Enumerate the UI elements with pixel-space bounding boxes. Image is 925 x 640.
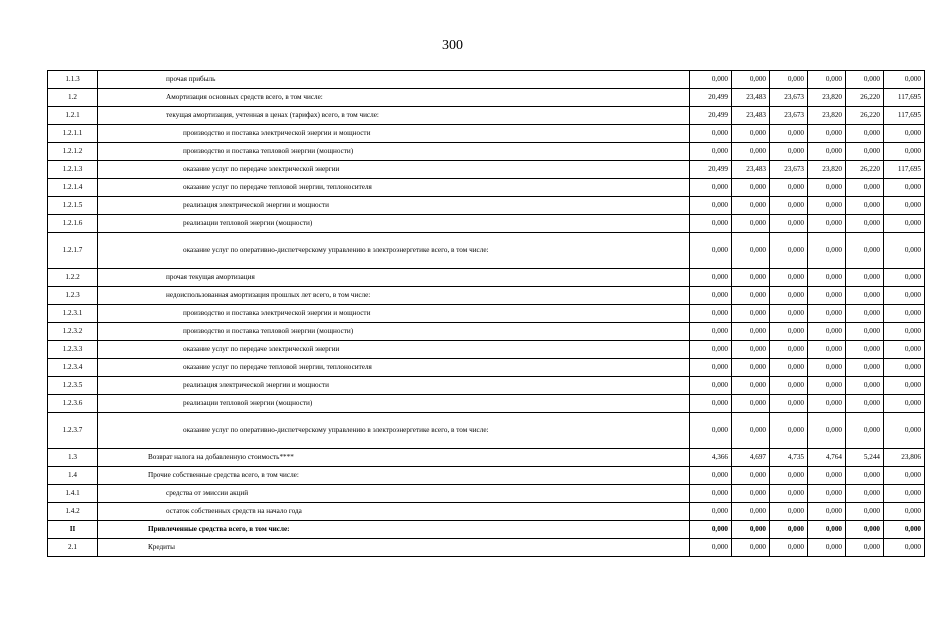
row-value: 0,000 — [808, 179, 846, 197]
row-value: 4,764 — [808, 449, 846, 467]
row-value: 0,000 — [884, 539, 925, 557]
row-value: 0,000 — [884, 323, 925, 341]
row-value: 0,000 — [884, 179, 925, 197]
row-value: 0,000 — [884, 413, 925, 449]
row-value: 0,000 — [690, 179, 732, 197]
row-value: 23,673 — [770, 89, 808, 107]
row-value: 0,000 — [770, 233, 808, 269]
row-code: 1.2.1.4 — [48, 179, 98, 197]
table-row — [48, 161, 925, 179]
row-value: 0,000 — [732, 485, 770, 503]
table-row — [48, 215, 925, 233]
row-value: 0,000 — [770, 395, 808, 413]
row-name: Возврат налога на добавленную стоимость**** — [98, 449, 690, 467]
row-value: 0,000 — [690, 269, 732, 287]
row-value: 0,000 — [808, 323, 846, 341]
table-row — [48, 467, 925, 485]
row-value: 0,000 — [846, 341, 884, 359]
row-value: 0,000 — [770, 143, 808, 161]
row-value: 117,695 — [884, 161, 925, 179]
row-name: текущая амортизация, учтенная в ценах (тарифах) всего, в том числе: — [98, 107, 690, 125]
row-code: 1.2.1 — [48, 107, 98, 125]
table-row — [48, 503, 925, 521]
row-value: 23,673 — [770, 161, 808, 179]
table-row — [48, 521, 925, 539]
row-value: 0,000 — [808, 233, 846, 269]
row-name: производство и поставка тепловой энергии (мощности) — [98, 323, 690, 341]
row-value: 117,695 — [884, 107, 925, 125]
row-value: 0,000 — [690, 215, 732, 233]
row-value: 0,000 — [884, 377, 925, 395]
row-value: 0,000 — [846, 467, 884, 485]
row-value: 0,000 — [846, 503, 884, 521]
table-row — [48, 71, 925, 89]
row-value: 0,000 — [846, 323, 884, 341]
page-number: 300 — [442, 38, 463, 53]
row-value: 0,000 — [884, 287, 925, 305]
row-value: 23,483 — [732, 89, 770, 107]
row-code: 1.2.1.2 — [48, 143, 98, 161]
row-value: 0,000 — [846, 215, 884, 233]
row-code: 1.4.1 — [48, 485, 98, 503]
row-name: оказание услуг по передаче электрической энергии — [98, 161, 690, 179]
row-value: 0,000 — [770, 377, 808, 395]
row-value: 0,000 — [770, 413, 808, 449]
table-row — [48, 233, 925, 269]
row-value: 0,000 — [846, 305, 884, 323]
row-name: реализация электрической энергии и мощности — [98, 377, 690, 395]
row-value: 0,000 — [690, 521, 732, 539]
row-value: 0,000 — [846, 395, 884, 413]
row-value: 0,000 — [884, 143, 925, 161]
row-value: 0,000 — [770, 215, 808, 233]
row-value: 20,499 — [690, 89, 732, 107]
row-value: 26,220 — [846, 161, 884, 179]
row-value: 0,000 — [846, 179, 884, 197]
row-value: 0,000 — [846, 143, 884, 161]
row-code: 1.2.3 — [48, 287, 98, 305]
row-value: 0,000 — [884, 485, 925, 503]
row-value: 0,000 — [884, 467, 925, 485]
row-value: 0,000 — [846, 71, 884, 89]
row-value: 0,000 — [808, 341, 846, 359]
row-value: 0,000 — [884, 359, 925, 377]
row-code: 1.3 — [48, 449, 98, 467]
row-value: 4,366 — [690, 449, 732, 467]
row-value: 20,499 — [690, 107, 732, 125]
row-code: 1.2.3.6 — [48, 395, 98, 413]
row-value: 23,673 — [770, 107, 808, 125]
row-value: 0,000 — [884, 503, 925, 521]
row-value: 0,000 — [808, 359, 846, 377]
row-value: 0,000 — [808, 485, 846, 503]
row-value: 0,000 — [732, 125, 770, 143]
row-value: 0,000 — [808, 215, 846, 233]
row-value: 0,000 — [808, 71, 846, 89]
table-row — [48, 539, 925, 557]
table-body — [48, 71, 925, 557]
row-value: 0,000 — [884, 395, 925, 413]
row-value: 0,000 — [808, 395, 846, 413]
row-value: 0,000 — [846, 233, 884, 269]
row-value: 0,000 — [690, 503, 732, 521]
row-value: 20,499 — [690, 161, 732, 179]
row-value: 0,000 — [884, 71, 925, 89]
row-value: 0,000 — [808, 467, 846, 485]
row-value: 0,000 — [690, 539, 732, 557]
row-value: 0,000 — [732, 269, 770, 287]
row-value: 0,000 — [884, 233, 925, 269]
row-value: 0,000 — [690, 305, 732, 323]
row-name: Привлеченные средства всего, в том числе: — [98, 521, 690, 539]
row-name: производство и поставка тепловой энергии (мощности) — [98, 143, 690, 161]
table-row — [48, 341, 925, 359]
row-value: 0,000 — [732, 377, 770, 395]
row-value: 0,000 — [690, 323, 732, 341]
table-row — [48, 107, 925, 125]
row-value: 0,000 — [732, 233, 770, 269]
row-value: 0,000 — [808, 413, 846, 449]
row-value: 0,000 — [732, 197, 770, 215]
row-value: 0,000 — [770, 125, 808, 143]
row-name: производство и поставка электрической энергии и мощности — [98, 305, 690, 323]
row-value: 0,000 — [770, 287, 808, 305]
row-value: 0,000 — [770, 179, 808, 197]
row-value: 0,000 — [732, 503, 770, 521]
row-value: 0,000 — [690, 377, 732, 395]
row-code: 1.2 — [48, 89, 98, 107]
row-code: 1.4 — [48, 467, 98, 485]
row-value: 0,000 — [846, 287, 884, 305]
row-value: 0,000 — [690, 197, 732, 215]
table-row — [48, 179, 925, 197]
row-value: 0,000 — [732, 467, 770, 485]
table-row — [48, 197, 925, 215]
row-value: 26,220 — [846, 107, 884, 125]
row-value: 0,000 — [770, 467, 808, 485]
table-row — [48, 359, 925, 377]
table-row — [48, 143, 925, 161]
row-value: 0,000 — [732, 359, 770, 377]
row-name: оказание услуг по передаче тепловой энергии, теплоносителя — [98, 179, 690, 197]
row-code: 1.2.3.5 — [48, 377, 98, 395]
row-name: производство и поставка электрической энергии и мощности — [98, 125, 690, 143]
row-value: 0,000 — [884, 305, 925, 323]
row-value: 117,695 — [884, 89, 925, 107]
row-value: 4,697 — [732, 449, 770, 467]
row-value: 0,000 — [808, 521, 846, 539]
row-value: 0,000 — [808, 287, 846, 305]
row-value: 23,483 — [732, 161, 770, 179]
row-code: 1.1.3 — [48, 71, 98, 89]
row-value: 0,000 — [884, 521, 925, 539]
row-value: 0,000 — [846, 269, 884, 287]
row-code: 1.2.1.3 — [48, 161, 98, 179]
row-name: Прочие собственные средства всего, в том числе: — [98, 467, 690, 485]
row-value: 0,000 — [846, 359, 884, 377]
row-value: 0,000 — [770, 503, 808, 521]
row-name: реализация электрической энергии и мощности — [98, 197, 690, 215]
row-value: 0,000 — [770, 71, 808, 89]
row-value: 0,000 — [732, 323, 770, 341]
table-row — [48, 395, 925, 413]
row-name: реализации тепловой энергии (мощности) — [98, 215, 690, 233]
row-code: 1.2.2 — [48, 269, 98, 287]
row-value: 0,000 — [732, 215, 770, 233]
row-name: оказание услуг по оперативно-диспетчерскому управлению в электроэнергетике всего, в том числе: — [98, 233, 690, 269]
row-value: 0,000 — [808, 503, 846, 521]
row-value: 0,000 — [846, 521, 884, 539]
row-value: 0,000 — [808, 197, 846, 215]
row-value: 0,000 — [846, 125, 884, 143]
row-value: 0,000 — [770, 305, 808, 323]
row-code: 1.4.2 — [48, 503, 98, 521]
row-value: 5,244 — [846, 449, 884, 467]
table-row — [48, 449, 925, 467]
table-row — [48, 125, 925, 143]
row-value: 0,000 — [808, 269, 846, 287]
table-row — [48, 377, 925, 395]
row-code: 2.1 — [48, 539, 98, 557]
row-code: II — [48, 521, 98, 539]
row-code: 1.2.3.1 — [48, 305, 98, 323]
row-value: 0,000 — [732, 143, 770, 161]
row-name: прочая прибыль — [98, 71, 690, 89]
row-value: 0,000 — [732, 71, 770, 89]
row-value: 0,000 — [732, 521, 770, 539]
row-value: 0,000 — [770, 521, 808, 539]
table-row — [48, 89, 925, 107]
row-name: средства от эмиссии акций — [98, 485, 690, 503]
row-name: оказание услуг по передаче электрической энергии — [98, 341, 690, 359]
table-row — [48, 323, 925, 341]
row-code: 1.2.3.3 — [48, 341, 98, 359]
row-value: 0,000 — [808, 377, 846, 395]
row-value: 0,000 — [846, 485, 884, 503]
row-name: оказание услуг по оперативно-диспетчерскому управлению в электроэнергетике всего, в том числе: — [98, 413, 690, 449]
row-code: 1.2.1.5 — [48, 197, 98, 215]
row-code: 1.2.3.7 — [48, 413, 98, 449]
row-value: 0,000 — [732, 287, 770, 305]
row-code: 1.2.1.7 — [48, 233, 98, 269]
row-value: 0,000 — [732, 341, 770, 359]
row-value: 0,000 — [690, 359, 732, 377]
row-value: 0,000 — [690, 71, 732, 89]
row-name: реализации тепловой энергии (мощности) — [98, 395, 690, 413]
row-value: 0,000 — [690, 287, 732, 305]
row-value: 0,000 — [770, 359, 808, 377]
row-value: 0,000 — [770, 341, 808, 359]
row-value: 0,000 — [732, 395, 770, 413]
financing-table — [47, 70, 925, 557]
row-value: 0,000 — [808, 539, 846, 557]
row-value: 0,000 — [690, 467, 732, 485]
row-name: оказание услуг по передаче тепловой энергии, теплоносителя — [98, 359, 690, 377]
row-value: 23,820 — [808, 89, 846, 107]
row-value: 23,820 — [808, 161, 846, 179]
row-code: 1.2.3.2 — [48, 323, 98, 341]
row-name: прочая текущая амортизация — [98, 269, 690, 287]
row-value: 0,000 — [884, 215, 925, 233]
row-value: 0,000 — [690, 341, 732, 359]
row-value: 0,000 — [690, 485, 732, 503]
row-value: 0,000 — [846, 197, 884, 215]
row-name: Кредиты — [98, 539, 690, 557]
row-name: остаток собственных средств на начало года — [98, 503, 690, 521]
table-row — [48, 305, 925, 323]
row-value: 0,000 — [732, 413, 770, 449]
row-name: недоиспользованная амортизация прошлых лет всего, в том числе: — [98, 287, 690, 305]
row-value: 0,000 — [732, 305, 770, 323]
row-value: 4,735 — [770, 449, 808, 467]
row-value: 0,000 — [884, 125, 925, 143]
row-value: 0,000 — [690, 413, 732, 449]
row-value: 26,220 — [846, 89, 884, 107]
row-value: 23,806 — [884, 449, 925, 467]
row-name: Амортизация основных средств всего, в том числе: — [98, 89, 690, 107]
row-value: 0,000 — [770, 323, 808, 341]
row-value: 23,483 — [732, 107, 770, 125]
row-value: 0,000 — [884, 197, 925, 215]
row-value: 0,000 — [690, 395, 732, 413]
row-value: 0,000 — [808, 125, 846, 143]
row-value: 0,000 — [770, 197, 808, 215]
row-value: 0,000 — [808, 305, 846, 323]
row-value: 0,000 — [770, 539, 808, 557]
table-row — [48, 287, 925, 305]
row-value: 0,000 — [846, 539, 884, 557]
row-value: 23,820 — [808, 107, 846, 125]
row-value: 0,000 — [846, 413, 884, 449]
row-value: 0,000 — [884, 269, 925, 287]
row-value: 0,000 — [690, 143, 732, 161]
row-value: 0,000 — [808, 143, 846, 161]
table-row — [48, 485, 925, 503]
table-row — [48, 269, 925, 287]
row-value: 0,000 — [690, 125, 732, 143]
row-value: 0,000 — [690, 233, 732, 269]
row-code: 1.2.1.6 — [48, 215, 98, 233]
row-value: 0,000 — [770, 269, 808, 287]
row-value: 0,000 — [732, 179, 770, 197]
table-row — [48, 413, 925, 449]
row-code: 1.2.3.4 — [48, 359, 98, 377]
row-code: 1.2.1.1 — [48, 125, 98, 143]
row-value: 0,000 — [770, 485, 808, 503]
row-value: 0,000 — [732, 539, 770, 557]
row-value: 0,000 — [884, 341, 925, 359]
row-value: 0,000 — [846, 377, 884, 395]
